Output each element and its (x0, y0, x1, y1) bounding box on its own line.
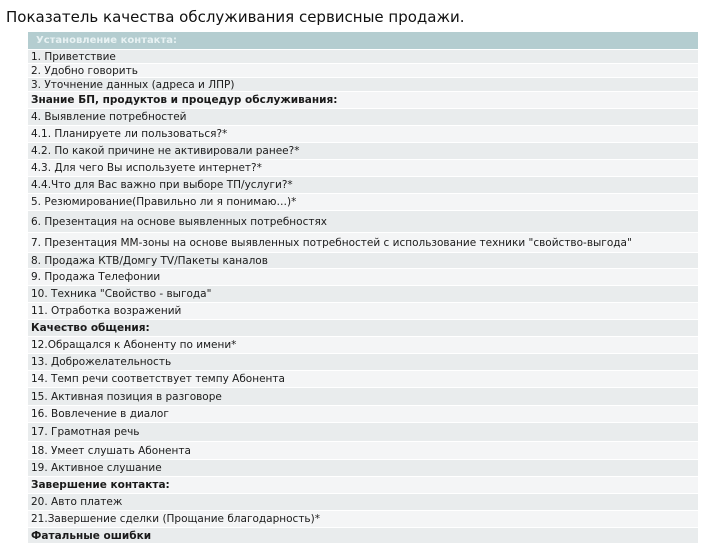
checklist-item-label: 13. Доброжелательность (31, 356, 172, 368)
checklist-item (28, 460, 698, 477)
checklist-item (28, 371, 698, 388)
checklist-item (28, 253, 698, 269)
checklist-item (28, 423, 698, 442)
checklist-item (28, 406, 698, 423)
checklist-item (28, 64, 698, 78)
checklist-item (28, 303, 698, 320)
checklist-item-label: 4. Выявление потребностей (31, 111, 187, 123)
section-heading-label: Завершение контакта: (31, 479, 170, 491)
checklist-item-label: 5. Резюмирование(Правильно ли я понимаю…)* (31, 196, 297, 208)
checklist-item-label: 12.Обращался к Абоненту по имени* (31, 339, 237, 351)
checklist-item-label: 4.3. Для чего Вы используете интернет?* (31, 162, 262, 174)
section-heading (28, 477, 698, 494)
section-heading-label: Фатальные ошибки (31, 529, 152, 542)
checklist-table (28, 31, 698, 544)
page-title: Показатель качества обслуживания сервисные продажи. (6, 8, 465, 26)
checklist-item (28, 50, 698, 64)
checklist-item-label: 19. Активное слушание (31, 462, 162, 474)
checklist-item-label: 3. Уточнение данных (адреса и ЛПР) (31, 78, 235, 91)
checklist-item-label: 4.1. Планируете ли пользоваться?* (31, 128, 228, 140)
checklist-item-label: 15. Активная позиция в разговоре (31, 390, 222, 403)
checklist-item (28, 78, 698, 92)
checklist-item (28, 160, 698, 177)
checklist-item (28, 388, 698, 406)
checklist-item (28, 337, 698, 354)
checklist-item (28, 286, 698, 303)
checklist-item (28, 511, 698, 528)
checklist-item-label: 4.4.Что для Вас важно при выборе ТП/услуги?* (31, 179, 293, 191)
checklist-item (28, 109, 698, 126)
checklist-item-label: 1. Приветствие (31, 50, 116, 63)
checklist-item-label: 14. Темп речи соответствует темпу Абонента (31, 373, 285, 385)
checklist-item-label: 20. Авто платеж (31, 496, 123, 508)
checklist-item-label: 4.2. По какой причине не активировали ранее?* (31, 145, 300, 157)
checklist-item (28, 177, 698, 194)
checklist-item (28, 126, 698, 143)
section-heading (28, 528, 698, 544)
checklist-item-label: 8. Продажа КТВ/Домгу TV/Пакеты каналов (31, 254, 268, 267)
checklist-item-label: 9. Продажа Телефонии (31, 271, 161, 283)
checklist-item (28, 442, 698, 460)
checklist-item-label: 6. Презентация на основе выявленных потребностях (31, 215, 328, 228)
checklist-item-label: 18. Умеет слушать Абонента (31, 444, 191, 457)
checklist-item (28, 269, 698, 286)
checklist-item-label: 17. Грамотная речь (31, 426, 140, 438)
checklist-item (28, 143, 698, 160)
checklist-item-label: 2. Удобно говорить (31, 64, 138, 77)
section-heading (28, 92, 698, 109)
section-heading-label: Качество общения: (31, 322, 150, 334)
checklist-item-label: 11. Отработка возражений (31, 305, 182, 317)
checklist-item-label: 7. Презентация ММ-зоны на основе выявленных потребностей с использование техники "свойство-выгода" (31, 236, 632, 249)
checklist-item (28, 233, 698, 253)
checklist-item-label: 10. Техника "Свойство - выгода" (31, 288, 212, 300)
checklist-item (28, 211, 698, 233)
checklist-item-label: 16. Вовлечение в диалог (31, 408, 169, 420)
checklist-item (28, 194, 698, 211)
section-heading-label: Знание БП, продуктов и процедур обслуживания: (31, 94, 338, 106)
table-header: Установление контакта: (28, 32, 698, 50)
checklist-item (28, 494, 698, 511)
checklist-item (28, 354, 698, 371)
checklist-item-label: 21.Завершение сделки (Прощание благодарность)* (31, 513, 320, 525)
section-heading (28, 320, 698, 337)
